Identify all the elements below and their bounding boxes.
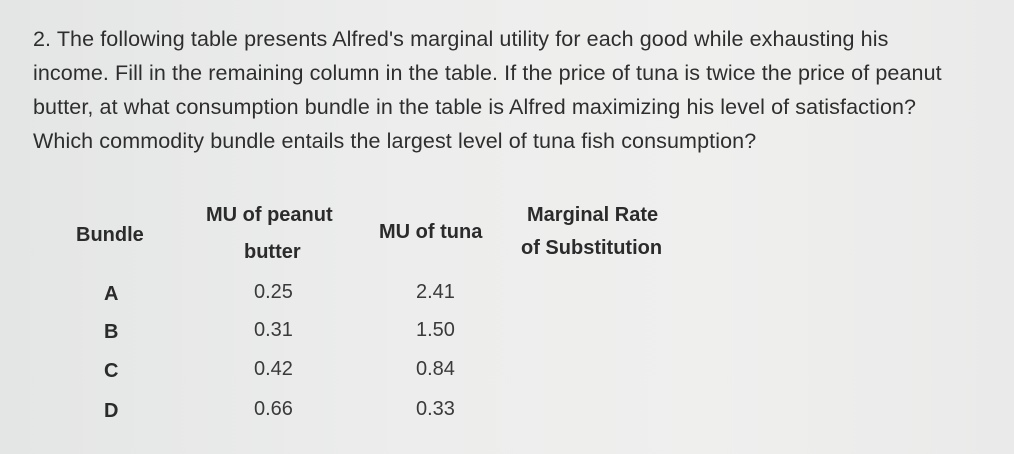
table-cell-mu-peanut-butter: 0.42 bbox=[254, 358, 293, 380]
table-row-bundle: C bbox=[104, 360, 119, 382]
table-row-bundle: A bbox=[104, 283, 119, 305]
header-mu-peanut-butter-line1: MU of peanut bbox=[206, 204, 333, 226]
question-line: butter, at what consumption bundle in the table is Alfred maximizing his level of satisfaction? bbox=[33, 95, 917, 119]
header-bundle: Bundle bbox=[76, 224, 144, 246]
question-text bbox=[33, 22, 993, 158]
table-cell-mu-tuna: 1.50 bbox=[416, 319, 455, 341]
header-mu-tuna: MU of tuna bbox=[379, 221, 483, 243]
table-cell-mu-peanut-butter: 0.31 bbox=[254, 319, 293, 341]
table-cell-mu-tuna: 0.33 bbox=[416, 398, 455, 420]
question-line: Which commodity bundle entails the largest level of tuna fish consumption? bbox=[33, 129, 757, 153]
table-row-bundle: D bbox=[104, 400, 119, 422]
table-cell-mu-peanut-butter: 0.25 bbox=[254, 281, 293, 303]
question-line: 2. The following table presents Alfred's marginal utility for each good while exhausting his bbox=[33, 27, 889, 51]
header-mrs-line1: Marginal Rate bbox=[527, 204, 659, 226]
table-cell-mu-tuna: 0.84 bbox=[416, 358, 455, 380]
table-cell-mu-peanut-butter: 0.66 bbox=[254, 398, 293, 420]
table-row-bundle: B bbox=[104, 321, 119, 343]
table-cell-mu-tuna: 2.41 bbox=[416, 281, 455, 303]
header-mu-peanut-butter-line2: butter bbox=[244, 241, 301, 263]
question-line: income. Fill in the remaining column in the table. If the price of tuna is twice the price of peanut bbox=[33, 61, 942, 85]
header-mrs-line2: of Substitution bbox=[521, 237, 663, 259]
